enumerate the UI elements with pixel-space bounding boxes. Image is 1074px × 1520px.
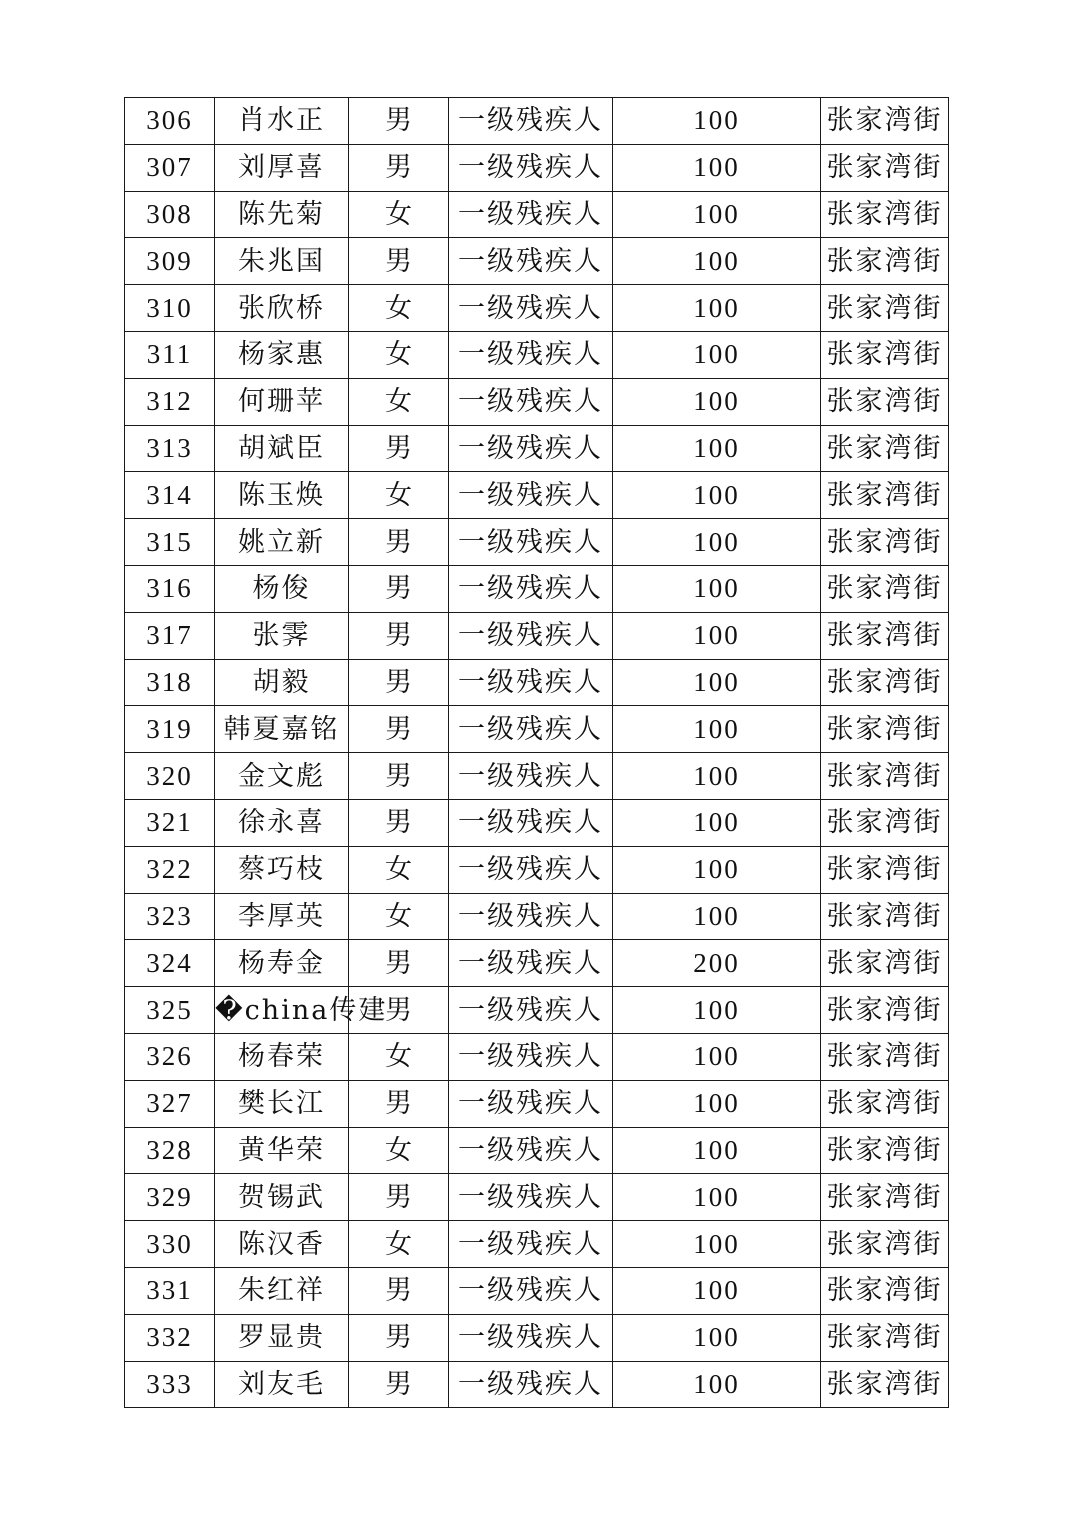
table-row — [125, 1127, 949, 1174]
cell-number: 318 — [125, 659, 215, 706]
table-row — [125, 753, 949, 800]
cell-number: 317 — [125, 612, 215, 659]
table-row — [125, 987, 949, 1034]
cell-number: 329 — [125, 1174, 215, 1221]
cell-amount: 100 — [613, 612, 821, 659]
cell-disability-level: 一级残疾人 — [449, 987, 613, 1034]
cell-gender: 女 — [349, 378, 449, 425]
cell-name: 徐永喜 — [215, 799, 349, 846]
cell-gender: 男 — [349, 799, 449, 846]
cell-gender: 女 — [349, 893, 449, 940]
cell-number: 325 — [125, 987, 215, 1034]
cell-number: 330 — [125, 1221, 215, 1268]
cell-disability-level: 一级残疾人 — [449, 425, 613, 472]
cell-name: 杨春荣 — [215, 1033, 349, 1080]
cell-disability-level: 一级残疾人 — [449, 1080, 613, 1127]
cell-amount: 100 — [613, 659, 821, 706]
cell-number: 319 — [125, 706, 215, 753]
table-row — [125, 612, 949, 659]
cell-number: 316 — [125, 565, 215, 612]
cell-gender: 男 — [349, 706, 449, 753]
cell-amount: 100 — [613, 893, 821, 940]
cell-street: 张家湾街 — [821, 519, 949, 566]
cell-gender: 女 — [349, 285, 449, 332]
cell-street: 张家湾街 — [821, 472, 949, 519]
cell-street: 张家湾街 — [821, 238, 949, 285]
cell-gender: 男 — [349, 987, 449, 1034]
cell-street: 张家湾街 — [821, 144, 949, 191]
cell-amount: 100 — [613, 378, 821, 425]
cell-street: 张家湾街 — [821, 1033, 949, 1080]
cell-street: 张家湾街 — [821, 706, 949, 753]
table-row — [125, 893, 949, 940]
cell-name: 肖水正 — [215, 98, 349, 145]
cell-gender: 男 — [349, 1314, 449, 1361]
table-row — [125, 659, 949, 706]
cell-gender: 女 — [349, 1127, 449, 1174]
table-row — [125, 1080, 949, 1127]
table-row — [125, 706, 949, 753]
cell-disability-level: 一级残疾人 — [449, 893, 613, 940]
cell-name: 陈玉焕 — [215, 472, 349, 519]
cell-number: 313 — [125, 425, 215, 472]
cell-name: 樊长江 — [215, 1080, 349, 1127]
cell-name: 张欣桥 — [215, 285, 349, 332]
table-row — [125, 1314, 949, 1361]
cell-disability-level: 一级残疾人 — [449, 378, 613, 425]
cell-name: �china传建 — [215, 987, 349, 1034]
cell-name: 张霁 — [215, 612, 349, 659]
table-row — [125, 799, 949, 846]
cell-disability-level: 一级残疾人 — [449, 940, 613, 987]
cell-disability-level: 一级残疾人 — [449, 191, 613, 238]
cell-name: 刘友毛 — [215, 1361, 349, 1408]
cell-street: 张家湾街 — [821, 378, 949, 425]
cell-gender: 男 — [349, 98, 449, 145]
cell-street: 张家湾街 — [821, 846, 949, 893]
cell-disability-level: 一级残疾人 — [449, 285, 613, 332]
cell-street: 张家湾街 — [821, 1314, 949, 1361]
cell-street: 张家湾街 — [821, 987, 949, 1034]
cell-amount: 100 — [613, 1174, 821, 1221]
table-row — [125, 144, 949, 191]
cell-street: 张家湾街 — [821, 191, 949, 238]
cell-name: 黄华荣 — [215, 1127, 349, 1174]
cell-disability-level: 一级残疾人 — [449, 565, 613, 612]
cell-amount: 100 — [613, 519, 821, 566]
cell-amount: 100 — [613, 799, 821, 846]
cell-gender: 男 — [349, 659, 449, 706]
cell-street: 张家湾街 — [821, 1267, 949, 1314]
cell-street: 张家湾街 — [821, 893, 949, 940]
cell-gender: 男 — [349, 519, 449, 566]
table-row — [125, 191, 949, 238]
cell-amount: 100 — [613, 1314, 821, 1361]
table-row — [125, 1267, 949, 1314]
cell-number: 324 — [125, 940, 215, 987]
table-row — [125, 238, 949, 285]
cell-disability-level: 一级残疾人 — [449, 1174, 613, 1221]
cell-gender: 女 — [349, 191, 449, 238]
cell-disability-level: 一级残疾人 — [449, 612, 613, 659]
cell-street: 张家湾街 — [821, 1127, 949, 1174]
cell-amount: 100 — [613, 191, 821, 238]
cell-amount: 200 — [613, 940, 821, 987]
cell-gender: 女 — [349, 846, 449, 893]
cell-number: 311 — [125, 331, 215, 378]
cell-disability-level: 一级残疾人 — [449, 706, 613, 753]
cell-disability-level: 一级残疾人 — [449, 1314, 613, 1361]
cell-name: 蔡巧枝 — [215, 846, 349, 893]
cell-gender: 男 — [349, 238, 449, 285]
cell-number: 328 — [125, 1127, 215, 1174]
table-row — [125, 1361, 949, 1408]
table-row — [125, 940, 949, 987]
cell-number: 309 — [125, 238, 215, 285]
table-row — [125, 98, 949, 145]
cell-number: 326 — [125, 1033, 215, 1080]
cell-amount: 100 — [613, 1033, 821, 1080]
cell-number: 306 — [125, 98, 215, 145]
table-row — [125, 846, 949, 893]
cell-name: 金文彪 — [215, 753, 349, 800]
cell-number: 333 — [125, 1361, 215, 1408]
roster-body — [125, 98, 949, 1408]
table-row — [125, 519, 949, 566]
cell-gender: 女 — [349, 1033, 449, 1080]
cell-street: 张家湾街 — [821, 331, 949, 378]
cell-amount: 100 — [613, 425, 821, 472]
cell-amount: 100 — [613, 98, 821, 145]
cell-number: 331 — [125, 1267, 215, 1314]
cell-disability-level: 一级残疾人 — [449, 98, 613, 145]
table-row — [125, 565, 949, 612]
cell-disability-level: 一级残疾人 — [449, 1127, 613, 1174]
table-row — [125, 472, 949, 519]
cell-disability-level: 一级残疾人 — [449, 472, 613, 519]
cell-amount: 100 — [613, 285, 821, 332]
cell-amount: 100 — [613, 1127, 821, 1174]
cell-number: 320 — [125, 753, 215, 800]
cell-number: 322 — [125, 846, 215, 893]
cell-name: 胡毅 — [215, 659, 349, 706]
cell-gender: 男 — [349, 753, 449, 800]
cell-street: 张家湾街 — [821, 940, 949, 987]
cell-amount: 100 — [613, 565, 821, 612]
cell-name: 杨俊 — [215, 565, 349, 612]
cell-name: 李厚英 — [215, 893, 349, 940]
cell-name: 姚立新 — [215, 519, 349, 566]
cell-name: 刘厚喜 — [215, 144, 349, 191]
table-row — [125, 425, 949, 472]
cell-gender: 男 — [349, 565, 449, 612]
cell-disability-level: 一级残疾人 — [449, 799, 613, 846]
cell-street: 张家湾街 — [821, 659, 949, 706]
cell-amount: 100 — [613, 472, 821, 519]
cell-disability-level: 一级残疾人 — [449, 519, 613, 566]
cell-street: 张家湾街 — [821, 612, 949, 659]
cell-name: 朱兆国 — [215, 238, 349, 285]
cell-gender: 男 — [349, 940, 449, 987]
cell-disability-level: 一级残疾人 — [449, 144, 613, 191]
cell-amount: 100 — [613, 1221, 821, 1268]
cell-name: 陈先菊 — [215, 191, 349, 238]
cell-name: 陈汉香 — [215, 1221, 349, 1268]
table-row — [125, 285, 949, 332]
cell-disability-level: 一级残疾人 — [449, 1361, 613, 1408]
cell-gender: 男 — [349, 1361, 449, 1408]
cell-amount: 100 — [613, 1080, 821, 1127]
cell-name: 朱红祥 — [215, 1267, 349, 1314]
cell-name: 贺锡武 — [215, 1174, 349, 1221]
cell-street: 张家湾街 — [821, 565, 949, 612]
cell-gender: 女 — [349, 472, 449, 519]
cell-street: 张家湾街 — [821, 285, 949, 332]
cell-disability-level: 一级残疾人 — [449, 1033, 613, 1080]
cell-street: 张家湾街 — [821, 425, 949, 472]
table-row — [125, 331, 949, 378]
cell-disability-level: 一级残疾人 — [449, 1267, 613, 1314]
roster-table — [124, 97, 949, 1408]
cell-gender: 女 — [349, 331, 449, 378]
cell-number: 310 — [125, 285, 215, 332]
cell-disability-level: 一级残疾人 — [449, 846, 613, 893]
cell-amount: 100 — [613, 144, 821, 191]
cell-gender: 男 — [349, 425, 449, 472]
cell-street: 张家湾街 — [821, 98, 949, 145]
cell-name: 杨家惠 — [215, 331, 349, 378]
cell-gender: 女 — [349, 1221, 449, 1268]
table-row — [125, 1221, 949, 1268]
cell-name: 韩夏嘉铭 — [215, 706, 349, 753]
table-row — [125, 1033, 949, 1080]
cell-gender: 男 — [349, 144, 449, 191]
cell-disability-level: 一级残疾人 — [449, 1221, 613, 1268]
cell-number: 315 — [125, 519, 215, 566]
cell-gender: 男 — [349, 1267, 449, 1314]
table-row — [125, 1174, 949, 1221]
cell-amount: 100 — [613, 238, 821, 285]
cell-amount: 100 — [613, 1361, 821, 1408]
cell-amount: 100 — [613, 753, 821, 800]
cell-number: 332 — [125, 1314, 215, 1361]
cell-street: 张家湾街 — [821, 799, 949, 846]
cell-disability-level: 一级残疾人 — [449, 753, 613, 800]
cell-name: 何珊苹 — [215, 378, 349, 425]
cell-name: 罗显贵 — [215, 1314, 349, 1361]
cell-street: 张家湾街 — [821, 1080, 949, 1127]
cell-number: 327 — [125, 1080, 215, 1127]
cell-disability-level: 一级残疾人 — [449, 238, 613, 285]
cell-number: 312 — [125, 378, 215, 425]
cell-disability-level: 一级残疾人 — [449, 659, 613, 706]
cell-amount: 100 — [613, 1267, 821, 1314]
cell-disability-level: 一级残疾人 — [449, 331, 613, 378]
cell-name: 胡斌臣 — [215, 425, 349, 472]
cell-amount: 100 — [613, 331, 821, 378]
cell-amount: 100 — [613, 846, 821, 893]
cell-number: 321 — [125, 799, 215, 846]
cell-street: 张家湾街 — [821, 1221, 949, 1268]
cell-amount: 100 — [613, 987, 821, 1034]
cell-amount: 100 — [613, 706, 821, 753]
table-row — [125, 378, 949, 425]
cell-street: 张家湾街 — [821, 1361, 949, 1408]
cell-number: 323 — [125, 893, 215, 940]
cell-number: 307 — [125, 144, 215, 191]
cell-street: 张家湾街 — [821, 753, 949, 800]
cell-street: 张家湾街 — [821, 1174, 949, 1221]
cell-name: 杨寿金 — [215, 940, 349, 987]
cell-number: 314 — [125, 472, 215, 519]
cell-gender: 男 — [349, 1080, 449, 1127]
cell-gender: 男 — [349, 612, 449, 659]
cell-gender: 男 — [349, 1174, 449, 1221]
cell-number: 308 — [125, 191, 215, 238]
